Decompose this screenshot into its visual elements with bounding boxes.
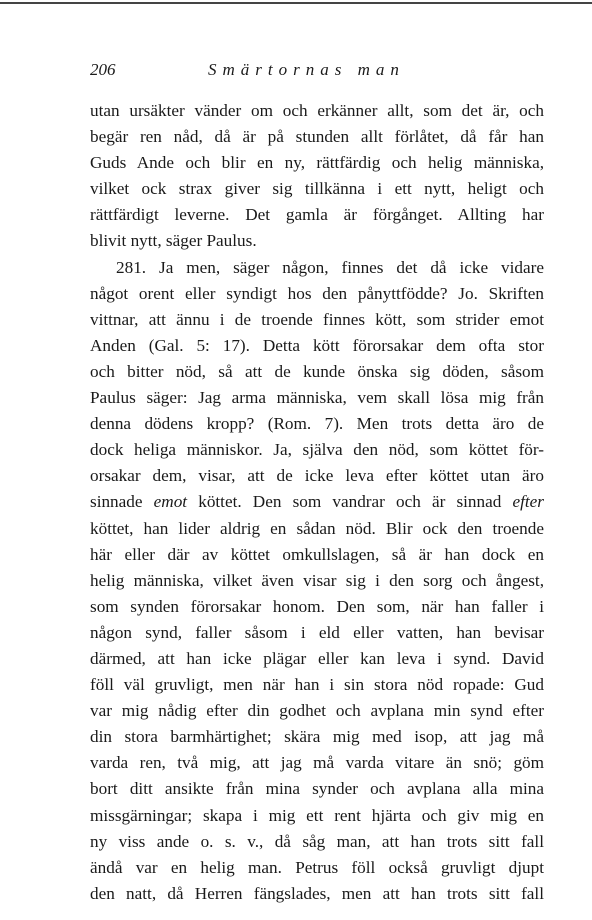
text-line: var mig nådig efter din godhet och avplana min synd efter [90,701,544,721]
text-line: dock heliga människor. Ja, själva den nöd, som köttet för- [90,440,544,460]
text-line: vilket ock strax giver sig tillkänna i ett nytt, heligt och [90,179,544,199]
text-line: köttet, han lider aldrig en sådan nöd. Blir ock den troende [90,518,544,538]
text-line: orsakar dem, visar, att de icke leva efter köttet utan äro [90,466,544,486]
top-rule [0,2,592,4]
text-line: helig människa, vilket även visar sig i den sorg och ångest, [90,570,544,590]
text-line: rättfärdigt leverne. Det gamla är förgånget. Allting har [90,205,544,225]
text-line: varda ren, två mig, att jag må varda vitare än snö; göm [90,753,544,773]
text-line: och bitter nöd, så att de kunde önska sig döden, såsom [90,361,544,381]
text-line: här eller där av köttet omkullslagen, så är han dock en [90,544,544,564]
text-line: som synden förorsakar honom. Den som, när han faller i [90,596,544,616]
text-line: något orent eller syndigt hos den pånyttfödde? Jo. Skriften [90,283,544,303]
text-line: därmed, att han icke plägar eller kan leva i synd. David [90,648,544,668]
running-title: Smärtornas man [208,60,405,79]
text-line: någon synd, faller såsom i eld eller vatten, han bevisar [90,622,544,642]
text-line: utan ursäkter vänder om och erkänner allt, som det är, och [90,101,544,120]
text-line: föll väl gruvligt, men när han i sin stora nöd ropade: Gud [90,675,544,695]
emphasis-efter: efter [512,492,544,512]
text-line: den natt, då Herren fängslades, men att han trots sitt fall [90,883,544,903]
text-segment: köttet. Den som vandrar och är sinnad [187,492,513,512]
page-number: 206 [90,60,116,79]
text-line: begär ren nåd, då är på stunden allt förlåtet, då får han [90,127,544,147]
text-line: Anden (Gal. 5: 17). Detta kött förorsakar dem ofta stor [90,335,544,355]
text-line: ändå var en helig man. Petrus föll också gruvligt djupt [90,857,544,877]
text-line-with-emphasis [90,489,544,515]
text-line: Paulus säger: Jag arma människa, vem skall lösa mig från [90,388,544,408]
text-line: vittnar, att ännu i de troende finnes kött, som strider emot [90,309,544,329]
page-header [90,60,550,88]
body-text [90,98,544,907]
emphasis-emot: emot [153,492,188,512]
text-line: missgärningar; skapa i mig ett rent hjärta och giv mig en [90,805,544,825]
text-line: din stora barmhärtighet; skära mig med isop, att jag må [90,727,544,747]
text-line: denna dödens kropp? (Rom. 7). Men trots detta äro de [90,414,544,434]
text-line: Guds Ande och blir en ny, rättfärdig och helig människa, [90,153,544,173]
paragraph-start-line: 281. Ja men, säger någon, finnes det då icke vidare [116,257,544,277]
text-line: blivit nytt, säger Paulus. [90,231,257,251]
text-segment: sinnade [90,492,154,512]
text-line: bort ditt ansikte från mina synder och avplana alla mina [90,779,544,799]
text-line: ny viss ande o. s. v., då såg man, att han trots sitt fall [90,831,544,851]
